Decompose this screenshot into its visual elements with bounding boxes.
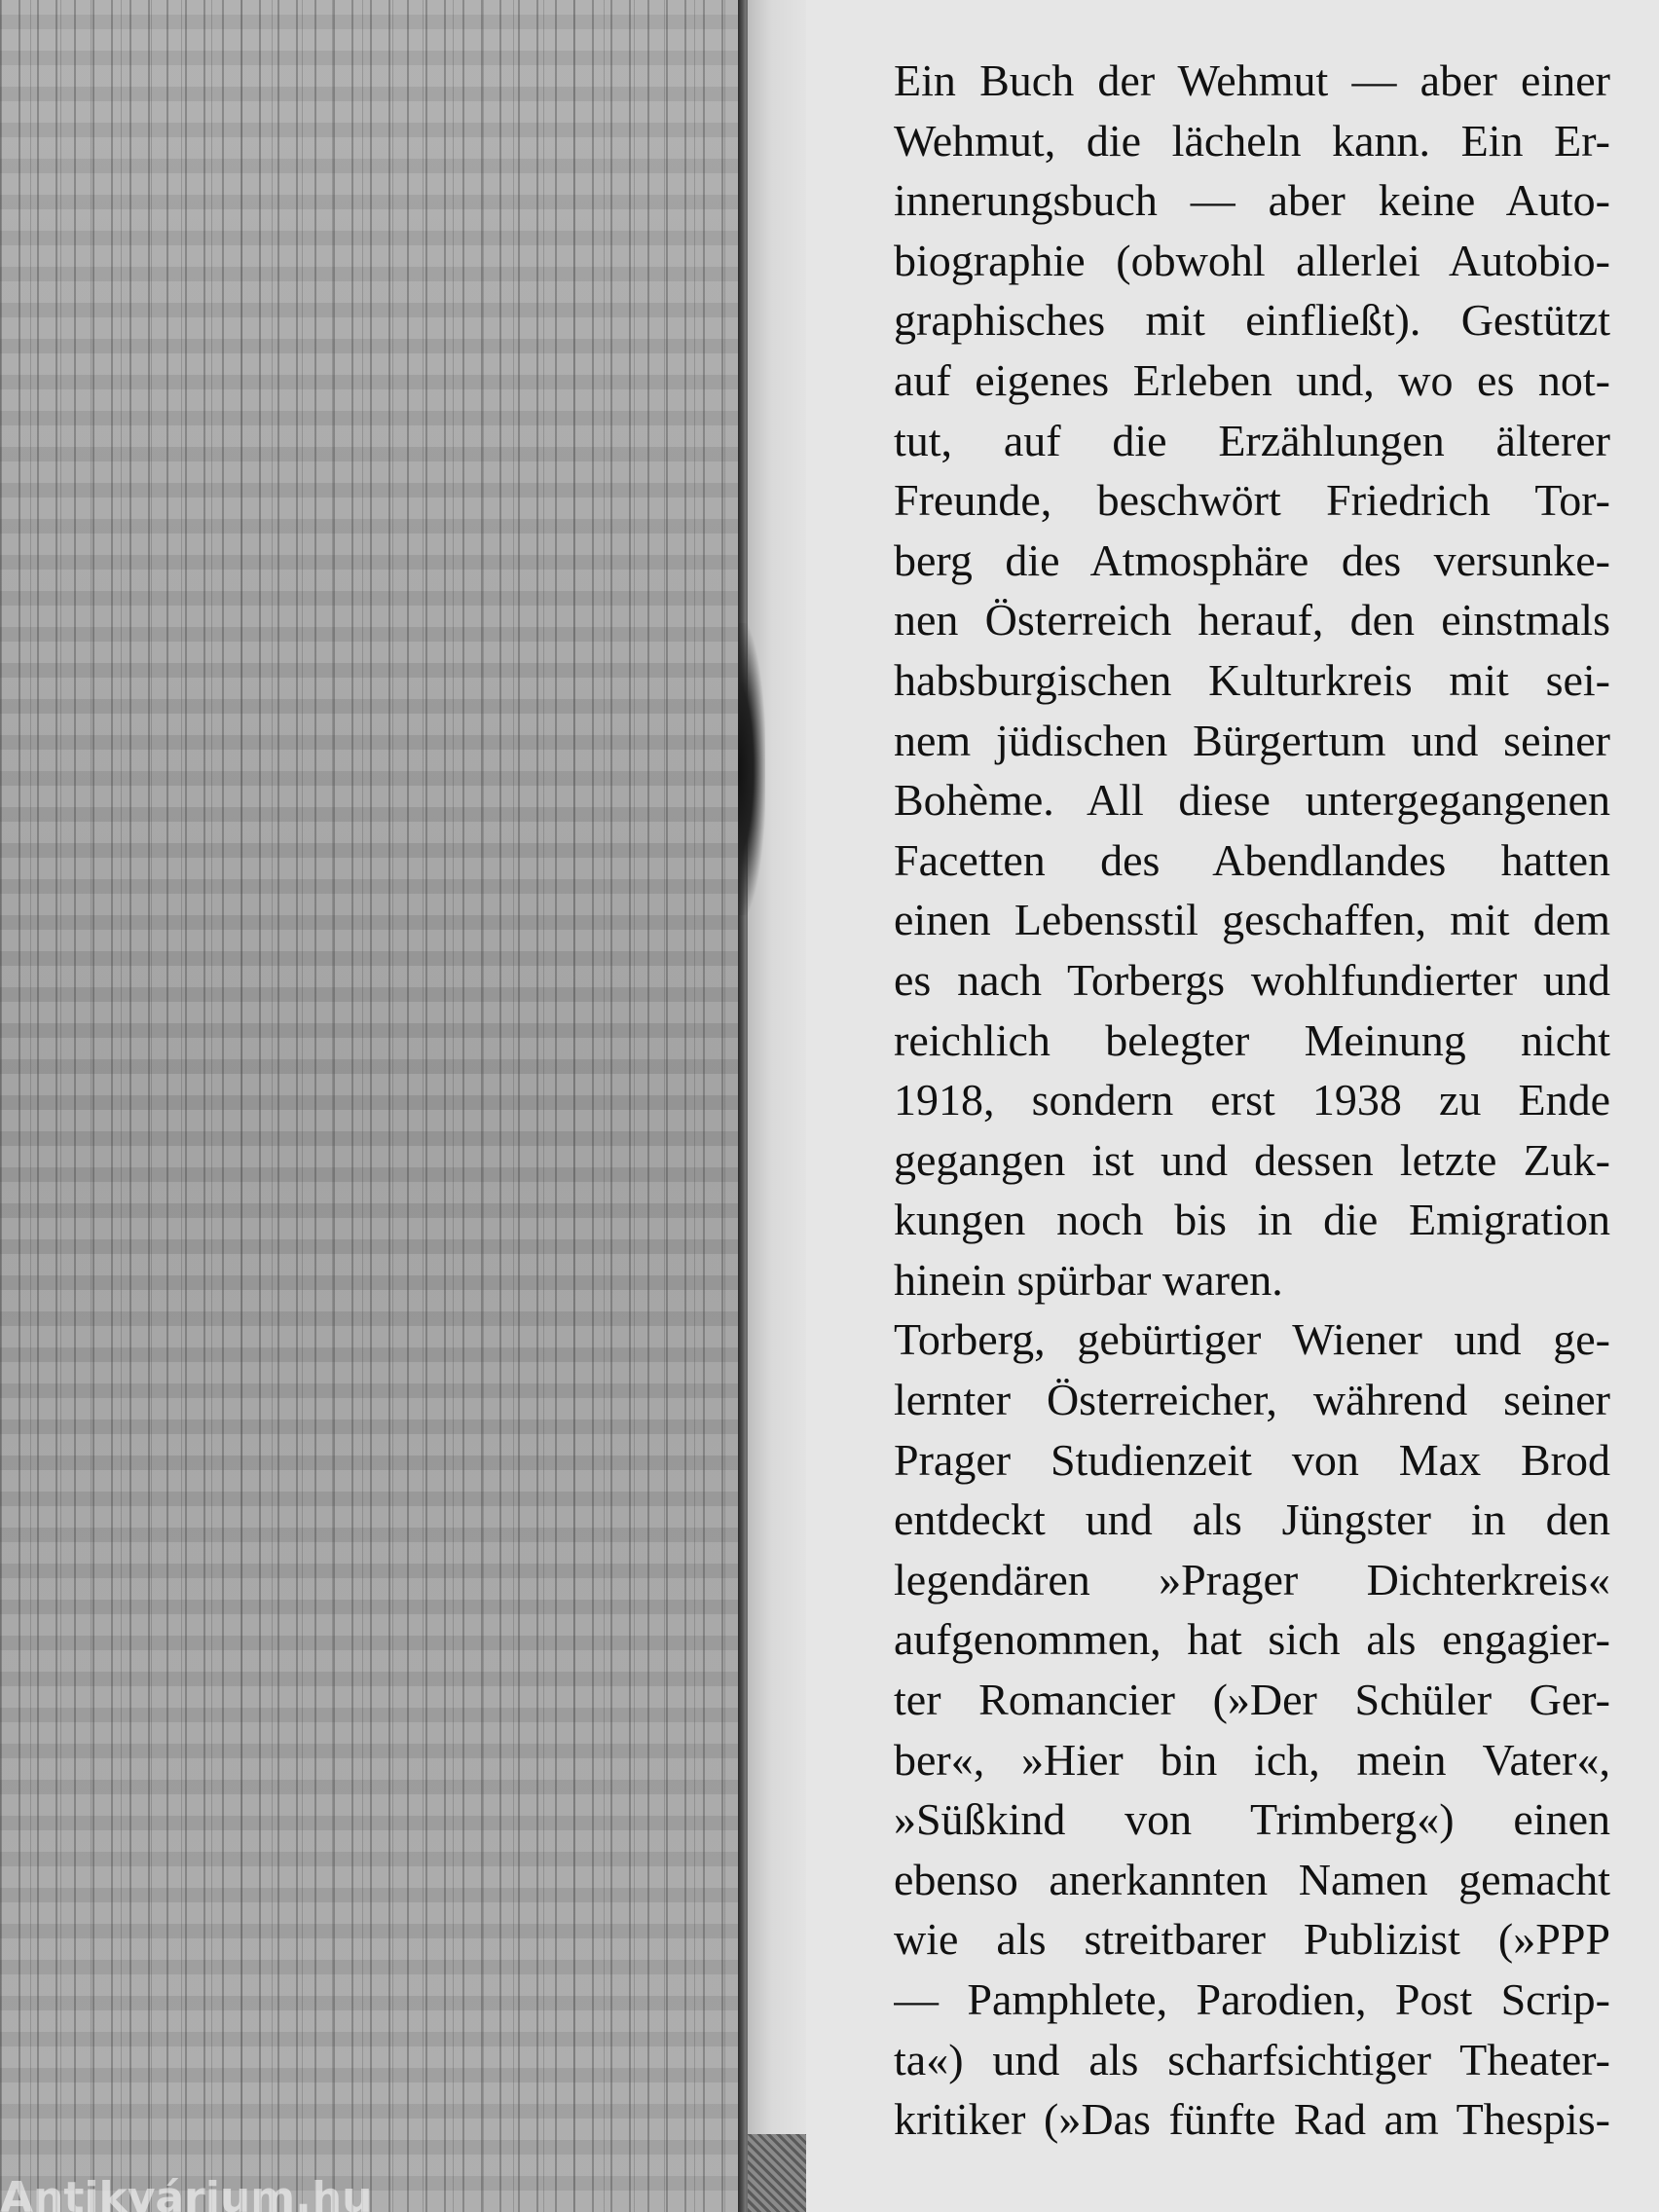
text-line: biographie (obwohl allerlei Autobio- <box>894 235 1610 285</box>
text-line: graphisches mit einfließt). Gestützt <box>894 295 1610 346</box>
text-line: innerungsbuch — aber keine Auto- <box>894 175 1610 226</box>
text-line: berg die Atmosphäre des versunke- <box>894 535 1610 585</box>
worn-corner <box>748 2134 808 2212</box>
text-line: — Pamphlete, Parodien, Post Scrip- <box>894 1974 1610 2024</box>
text-line: einen Lebensstil geschaffen, mit dem <box>894 895 1610 945</box>
text-line: es nach Torbergs wohlfundierter und <box>894 954 1610 1005</box>
text-line: 1918, sondern erst 1938 zu Ende <box>894 1075 1610 1125</box>
text-line: kritiker (»Das fünfte Rad am Thespis- <box>894 2094 1610 2145</box>
text-line: Wehmut, die lächeln kann. Ein Er- <box>894 115 1610 166</box>
flap-blurb-text <box>894 51 1610 2150</box>
page-tear-mark <box>738 623 765 915</box>
text-line: Ein Buch der Wehmut — aber einer <box>894 55 1610 105</box>
text-line: wie als streitbarer Publizist (»PPP <box>894 1914 1610 1965</box>
text-line: hinein spürbar waren. <box>894 1254 1283 1305</box>
text-line: kungen noch bis in die Emigration <box>894 1195 1610 1245</box>
text-line: nem jüdischen Bürgertum und seiner <box>894 715 1610 765</box>
flap-fold-edge <box>746 0 806 2212</box>
watermark: Antikvárium.hu <box>0 2173 373 2212</box>
text-line: lernter Österreicher, während seiner <box>894 1375 1610 1425</box>
book-cover-board <box>0 0 738 2212</box>
text-line: legendären »Prager Dichterkreis« <box>894 1554 1610 1604</box>
text-line: Facetten des Abendlandes hatten <box>894 834 1610 885</box>
book-spine-shadow <box>738 0 746 2212</box>
text-line: tut, auf die Erzählungen älterer <box>894 415 1610 465</box>
text-line: »Süßkind von Trimberg«) einen <box>894 1794 1610 1845</box>
text-line: ta«) und als scharfsichtiger Theater- <box>894 2034 1610 2084</box>
text-line: reichlich belegter Meinung nicht <box>894 1014 1610 1065</box>
dust-jacket-flap <box>806 0 1659 2212</box>
text-line: Torberg, gebürtiger Wiener und ge- <box>894 1314 1610 1365</box>
text-line: gegangen ist und dessen letzte Zuk- <box>894 1134 1610 1185</box>
text-line: Prager Studienzeit von Max Brod <box>894 1434 1610 1485</box>
text-line: habsburgischen Kulturkreis mit sei- <box>894 654 1610 705</box>
text-line: ber«, »Hier bin ich, mein Vater«, <box>894 1734 1610 1785</box>
text-line: Freunde, beschwört Friedrich Tor- <box>894 475 1610 526</box>
text-line: aufgenommen, hat sich als engagier- <box>894 1614 1610 1665</box>
text-line: ebenso anerkannten Namen gemacht <box>894 1854 1610 1904</box>
text-line: entdeckt und als Jüngster in den <box>894 1494 1610 1545</box>
text-line: nen Österreich herauf, den einstmals <box>894 595 1610 645</box>
text-line: Bohème. All diese untergegangenen <box>894 775 1610 826</box>
text-line: ter Romancier (»Der Schüler Ger- <box>894 1675 1610 1725</box>
text-line: auf eigenes Erleben und, wo es not- <box>894 354 1610 405</box>
